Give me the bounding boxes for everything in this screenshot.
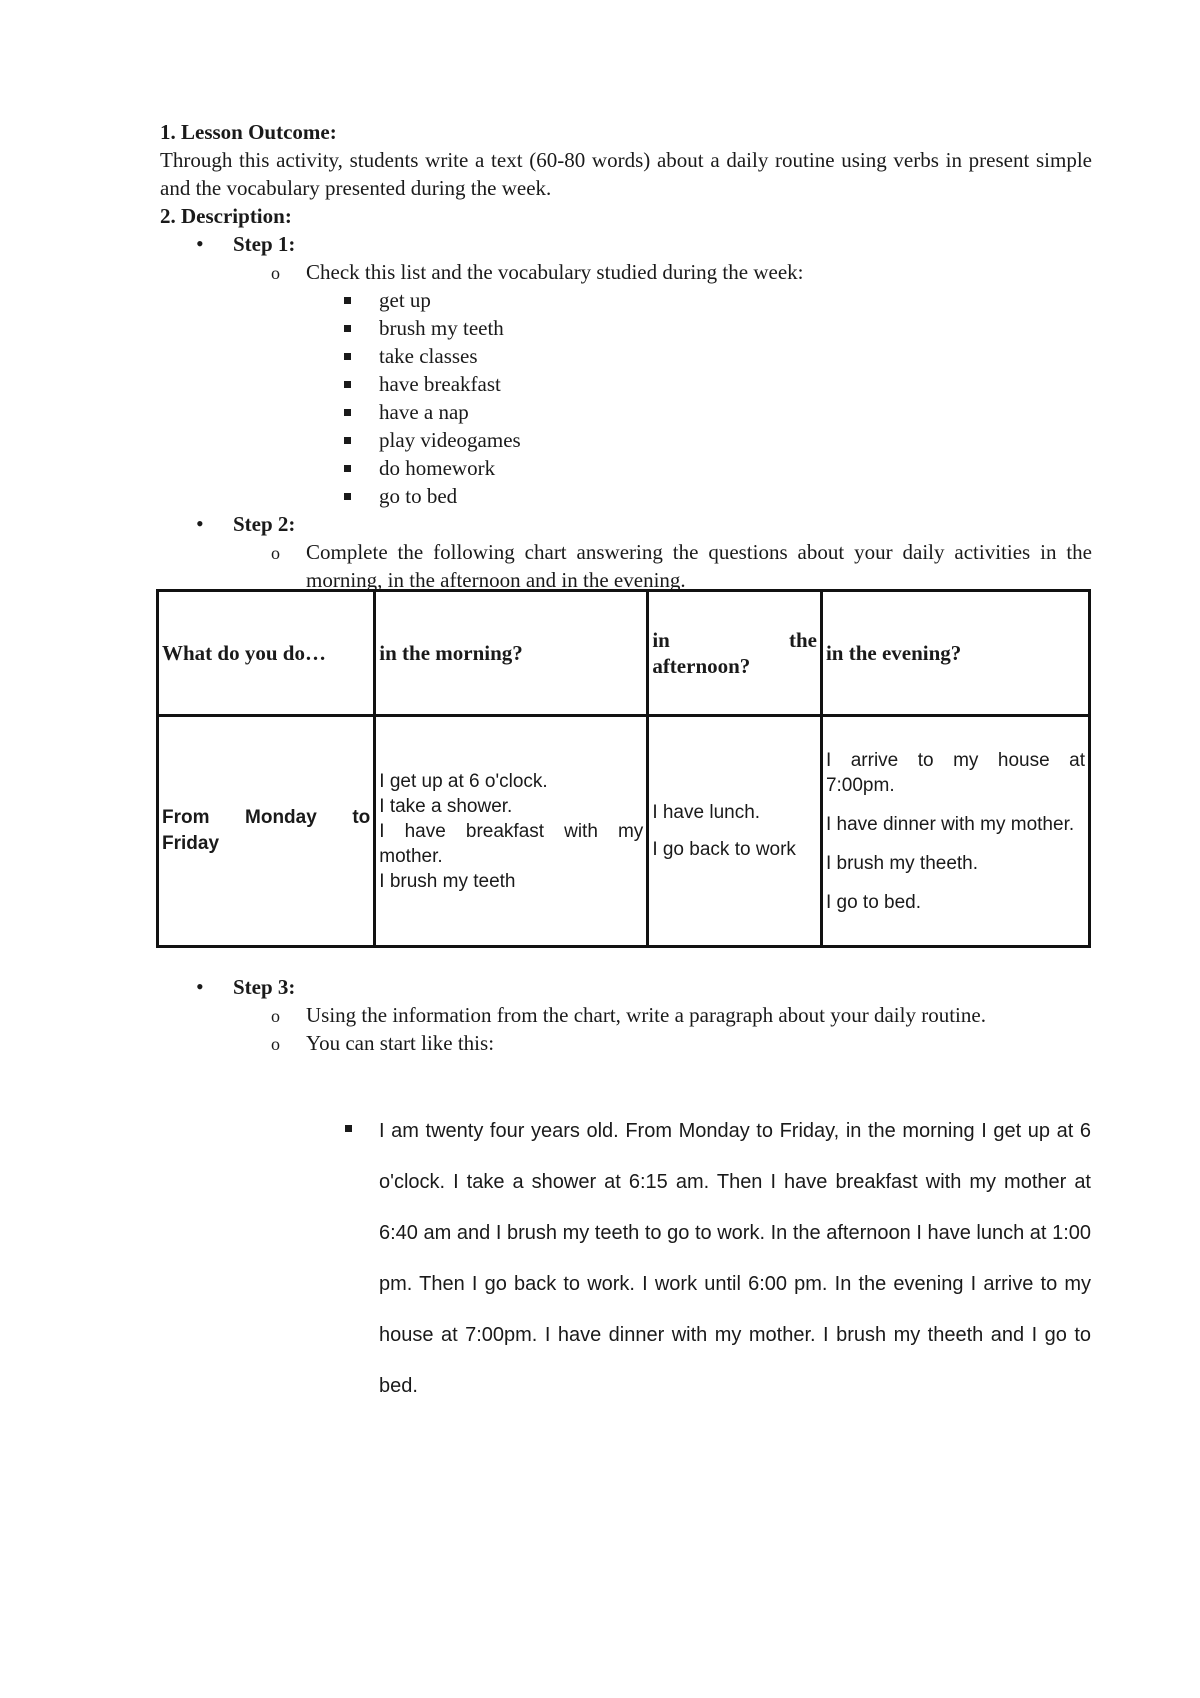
- vocab-item-text: have breakfast: [379, 372, 501, 396]
- step1-label: Step 1:: [233, 232, 296, 256]
- vocab-item-text: do homework: [379, 456, 496, 480]
- vocab-item-text: take classes: [379, 344, 478, 368]
- example-paragraph: I am twenty four years old. From Monday to Friday, in the morning I get up at 6 o'clock. I take a shower at 6:15 am. Then I have breakfast with my mother at 6:40 am and I brush my teeth to go to work. In the afternoon I have lunch at 1:00 pm. Then I go back to work. I work until 6:00 pm. In the evening I arrive to my house at 7:00pm. I have dinner with my mother. I brush my theeth and I go to bed.: [379, 1120, 1091, 1397]
- square-bullet-icon: [344, 493, 351, 500]
- square-bullet-icon: [344, 325, 351, 332]
- chart-header-row: [158, 591, 1090, 716]
- step2-label: Step 2:: [233, 512, 296, 536]
- vocab-item: [160, 482, 1092, 510]
- evening-line: I have dinner with my mother.: [825, 813, 1075, 835]
- circle-bullet-icon: o: [271, 263, 280, 283]
- step3-block: [160, 973, 1092, 1057]
- vocab-item-text: go to bed: [379, 484, 458, 508]
- step3-row: [160, 973, 1092, 1001]
- header-afternoon-line1: in the: [652, 628, 817, 652]
- vocab-item-text: brush my teeth: [379, 316, 504, 340]
- step3-label: Step 3:: [233, 975, 296, 999]
- step3-instruction2: You can start like this:: [306, 1031, 495, 1055]
- step2-instruction-row: [160, 538, 1092, 594]
- document-page: [160, 118, 1092, 594]
- step2-instruction: Complete the following chart answering the questions about your daily activities in the morning, in the afternoon and in the evening.: [306, 540, 1092, 592]
- bullet-icon: •: [196, 511, 204, 536]
- vocab-item: [160, 398, 1092, 426]
- afternoon-line: I go back to work: [652, 839, 796, 860]
- morning-line: I have breakfast with my mother.: [379, 820, 644, 867]
- circle-bullet-icon: o: [271, 1006, 280, 1026]
- square-bullet-icon: [344, 353, 351, 360]
- afternoon-line: I have lunch.: [652, 802, 761, 823]
- step1-instruction: Check this list and the vocabulary studied during the week:: [306, 260, 804, 284]
- morning-line: I brush my teeth: [379, 870, 516, 892]
- vocab-item: [160, 454, 1092, 482]
- evening-line: I go to bed.: [825, 891, 922, 913]
- square-bullet-icon: [344, 465, 351, 472]
- evening-line: I arrive to my house at 7:00pm.: [825, 749, 1085, 796]
- chart-data-row: [158, 716, 1090, 947]
- evening-cell: [821, 716, 1089, 947]
- bullet-icon: •: [196, 231, 204, 256]
- step3-instruction1-row: [160, 1001, 1092, 1029]
- evening-line: I brush my theeth.: [825, 852, 979, 874]
- step3-instruction2-row: [160, 1029, 1092, 1057]
- square-bullet-icon: [344, 297, 351, 304]
- row-label: From Monday to Friday: [158, 716, 375, 947]
- step3-instruction1: Using the information from the chart, write a paragraph about your daily routine.: [306, 1003, 986, 1027]
- afternoon-cell: [648, 716, 822, 947]
- vocab-item-text: play videogames: [379, 428, 521, 452]
- header-evening: in the evening?: [821, 591, 1089, 716]
- header-afternoon-line2: afternoon?: [652, 654, 751, 678]
- square-bullet-icon: [344, 409, 351, 416]
- circle-bullet-icon: o: [271, 543, 280, 563]
- vocab-item: [160, 286, 1092, 314]
- square-bullet-icon: [344, 437, 351, 444]
- header-afternoon: [648, 591, 822, 716]
- vocab-item: [160, 314, 1092, 342]
- square-bullet-icon: [345, 1125, 352, 1132]
- step1-row: [160, 230, 1092, 258]
- circle-bullet-icon: o: [271, 1034, 280, 1054]
- square-bullet-icon: [344, 381, 351, 388]
- description-heading: 2. Description:: [160, 204, 292, 228]
- lesson-outcome-heading: 1. Lesson Outcome:: [160, 120, 337, 144]
- step2-row: [160, 510, 1092, 538]
- vocab-item-text: get up: [379, 288, 431, 312]
- vocab-item: [160, 370, 1092, 398]
- morning-line: I take a shower.: [379, 795, 513, 817]
- header-morning: in the morning?: [375, 591, 648, 716]
- morning-cell: [375, 716, 648, 947]
- header-what-do-you-do: What do you do…: [158, 591, 375, 716]
- vocab-item-text: have a nap: [379, 400, 469, 424]
- routine-chart: [156, 589, 1091, 948]
- bullet-icon: •: [196, 974, 204, 999]
- vocab-item: [160, 426, 1092, 454]
- lesson-outcome-text: Through this activity, students write a text (60-80 words) about a daily routine using verbs in present simple and the vocabulary presented during the week.: [160, 148, 1092, 200]
- vocab-item: [160, 342, 1092, 370]
- morning-line: I get up at 6 o'clock.: [379, 770, 548, 792]
- step1-instruction-row: [160, 258, 1092, 286]
